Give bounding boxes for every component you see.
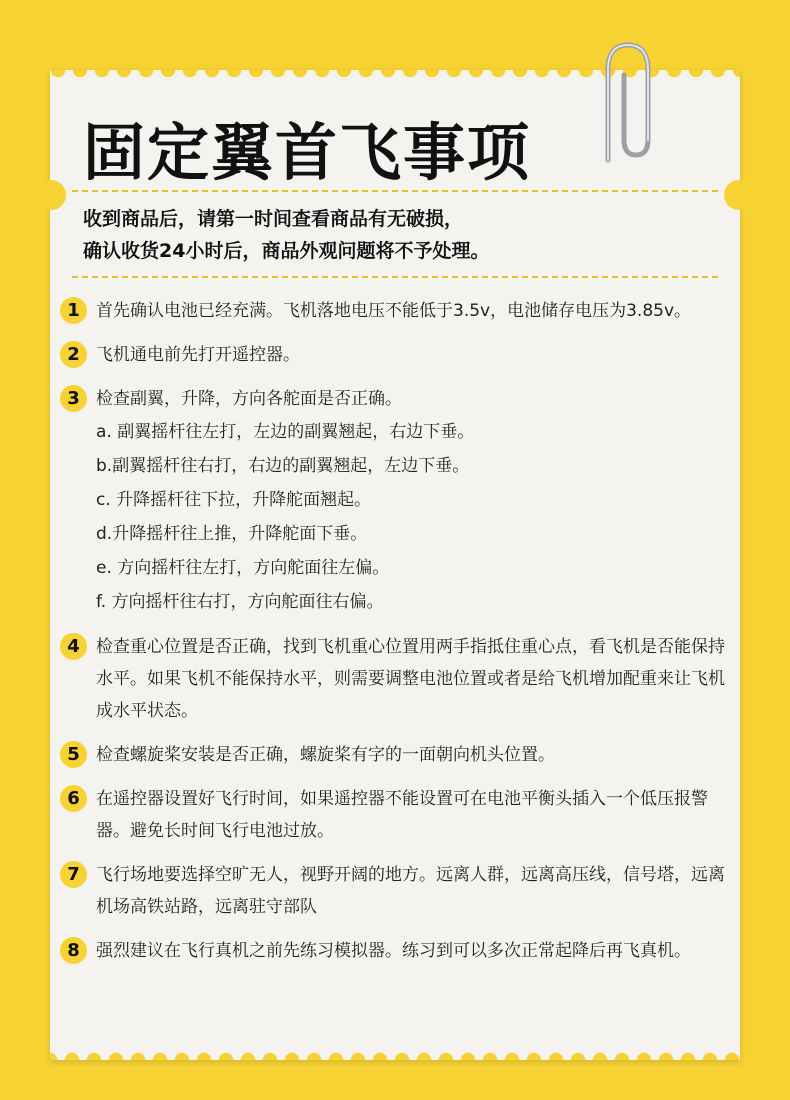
notice-line-2: 确认收货24小时后，商品外观问题将不予处理。 [83, 240, 490, 262]
item-number: 4 [60, 633, 87, 660]
item-number: 1 [60, 297, 87, 324]
list-item [60, 783, 725, 847]
item-text: 检查螺旋桨安装是否正确，螺旋桨有字的一面朝向机头位置。 [96, 745, 555, 765]
item-text: 检查重心位置是否正确，找到飞机重心位置用两手指抵住重心点，看飞机是否能保持水平。如果飞机不能保持水平，则需要调整电池位置或者是给飞机增加配重来让飞机成水平状态。 [96, 637, 725, 721]
divider-bottom [72, 276, 718, 278]
list-item [60, 631, 725, 727]
item-text: 强烈建议在飞行真机之前先练习模拟器。练习到可以多次正常起降后再飞真机。 [96, 941, 691, 961]
sub-item: f. 方向摇杆往右打，方向舵面往右偏。 [96, 592, 384, 612]
list-item [60, 739, 725, 771]
item-text: 在遥控器设置好飞行时间，如果遥控器不能设置可在电池平衡头插入一个低压报警器。避免长时间飞行电池过放。 [96, 789, 708, 841]
sub-item: e. 方向摇杆往左打，方向舵面往左偏。 [96, 558, 390, 578]
item-number: 8 [60, 937, 87, 964]
sub-item: d.升降摇杆往上推，升降舵面下垂。 [96, 524, 368, 544]
list-item [60, 295, 725, 327]
list-item [60, 859, 725, 923]
sub-item: b.副翼摇杆往右打，右边的副翼翘起，左边下垂。 [96, 456, 470, 476]
divider-top [72, 190, 718, 192]
item-text: 飞机通电前先打开遥控器。 [96, 345, 300, 365]
item-number: 7 [60, 861, 87, 888]
list-item [60, 339, 725, 371]
list-item [60, 935, 725, 967]
card-notch-left [36, 180, 66, 210]
sub-item: a. 副翼摇杆往左打，左边的副翼翘起，右边下垂。 [96, 422, 475, 442]
item-text: 检查副翼，升降，方向各舵面是否正确。 [96, 389, 402, 409]
page-title: 固定翼首飞事项 [83, 116, 532, 189]
notice-text [83, 203, 713, 267]
item-number: 5 [60, 741, 87, 768]
card-notch-right [724, 180, 754, 210]
item-number: 3 [60, 385, 87, 412]
sub-list [96, 415, 725, 619]
item-text: 首先确认电池已经充满。飞机落地电压不能低于3.5v，电池储存电压为3.85v。 [96, 301, 692, 321]
item-text: 飞行场地要选择空旷无人，视野开阔的地方。远离人群，远离高压线，信号塔，远离机场高铁站路，远离驻守部队 [96, 865, 725, 917]
sub-item: c. 升降摇杆往下拉，升降舵面翘起。 [96, 490, 372, 510]
instruction-list [60, 295, 725, 979]
item-number: 6 [60, 785, 87, 812]
paperclip-icon [578, 30, 658, 170]
item-number: 2 [60, 341, 87, 368]
notice-line-1: 收到商品后，请第一时间查看商品有无破损， [83, 208, 464, 230]
list-item [60, 383, 725, 619]
